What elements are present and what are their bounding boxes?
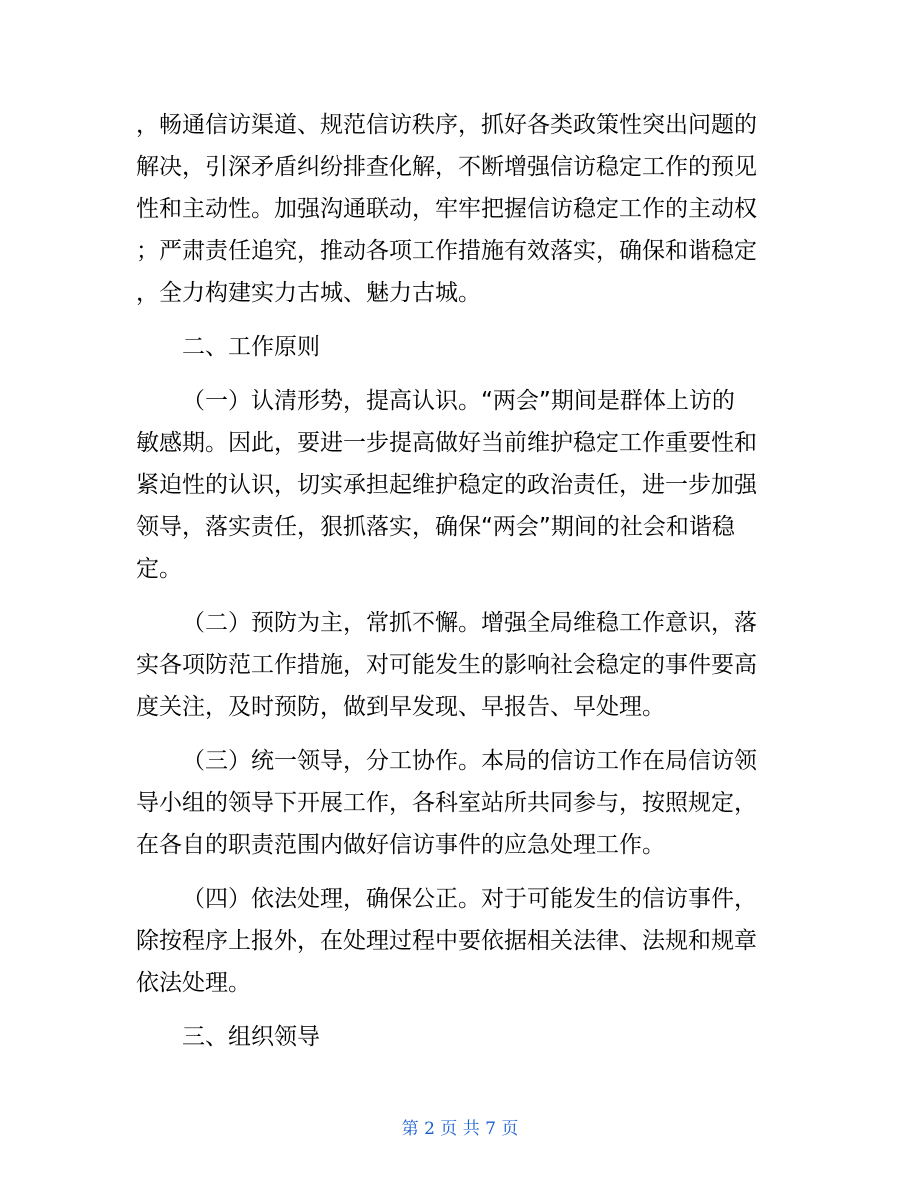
- paragraph-line: ；严肃责任追究，推动各项工作措施有效落实，确保和谐稳定: [136, 238, 757, 264]
- paragraph-line: 除按程序上报外，在处理过程中要依据相关法律、法规和规章: [136, 928, 757, 954]
- paragraph-line: （三）统一领导，分工协作。本局的信访工作在局信访领: [182, 748, 757, 774]
- paragraph-line: 解决，引深矛盾纠纷排查化解，不断增强信访稳定工作的预见: [136, 154, 757, 180]
- paragraph-line: 敏感期。因此，要进一步提高做好当前维护稳定工作重要性和: [136, 430, 757, 456]
- paragraph-line: 依法处理。: [136, 970, 251, 996]
- page-number: 第 2 页 共 7 页: [401, 1119, 519, 1139]
- section-heading: 三、组织领导: [182, 1024, 320, 1050]
- paragraph-line: 领导，落实责任，狠抓落实，确保“两会”期间的社会和谐稳: [136, 514, 735, 540]
- paragraph-line: （二）预防为主，常抓不懈。增强全局维稳工作意识，落: [182, 610, 757, 636]
- paragraph-line: （四）依法处理，确保公正。对于可能发生的信访事件，: [182, 886, 757, 912]
- paragraph-line: ，全力构建实力古城、魅力古城。: [136, 280, 481, 306]
- document-body: [136, 104, 786, 1058]
- paragraph-line: 在各自的职责范围内做好信访事件的应急处理工作。: [136, 832, 665, 858]
- section-heading: 二、工作原则: [182, 334, 320, 360]
- paragraph-line: 定。: [136, 556, 182, 582]
- paragraph-line: 紧迫性的认识，切实承担起维护稳定的政治责任，进一步加强: [136, 472, 757, 498]
- paragraph-line: 实各项防范工作措施，对可能发生的影响社会稳定的事件要高: [136, 652, 757, 678]
- paragraph-line: 导小组的领导下开展工作，各科室站所共同参与，按照规定，: [136, 790, 757, 816]
- paragraph-line: ，畅通信访渠道、规范信访秩序，抓好各类政策性突出问题的: [136, 112, 757, 138]
- paragraph-line: 性和主动性。加强沟通联动，牢牢把握信访稳定工作的主动权: [136, 196, 757, 222]
- paragraph-line: （一）认清形势，提高认识。“两会”期间是群体上访的: [182, 388, 735, 414]
- paragraph-line: 度关注，及时预防，做到早发现、早报告、早处理。: [136, 694, 665, 720]
